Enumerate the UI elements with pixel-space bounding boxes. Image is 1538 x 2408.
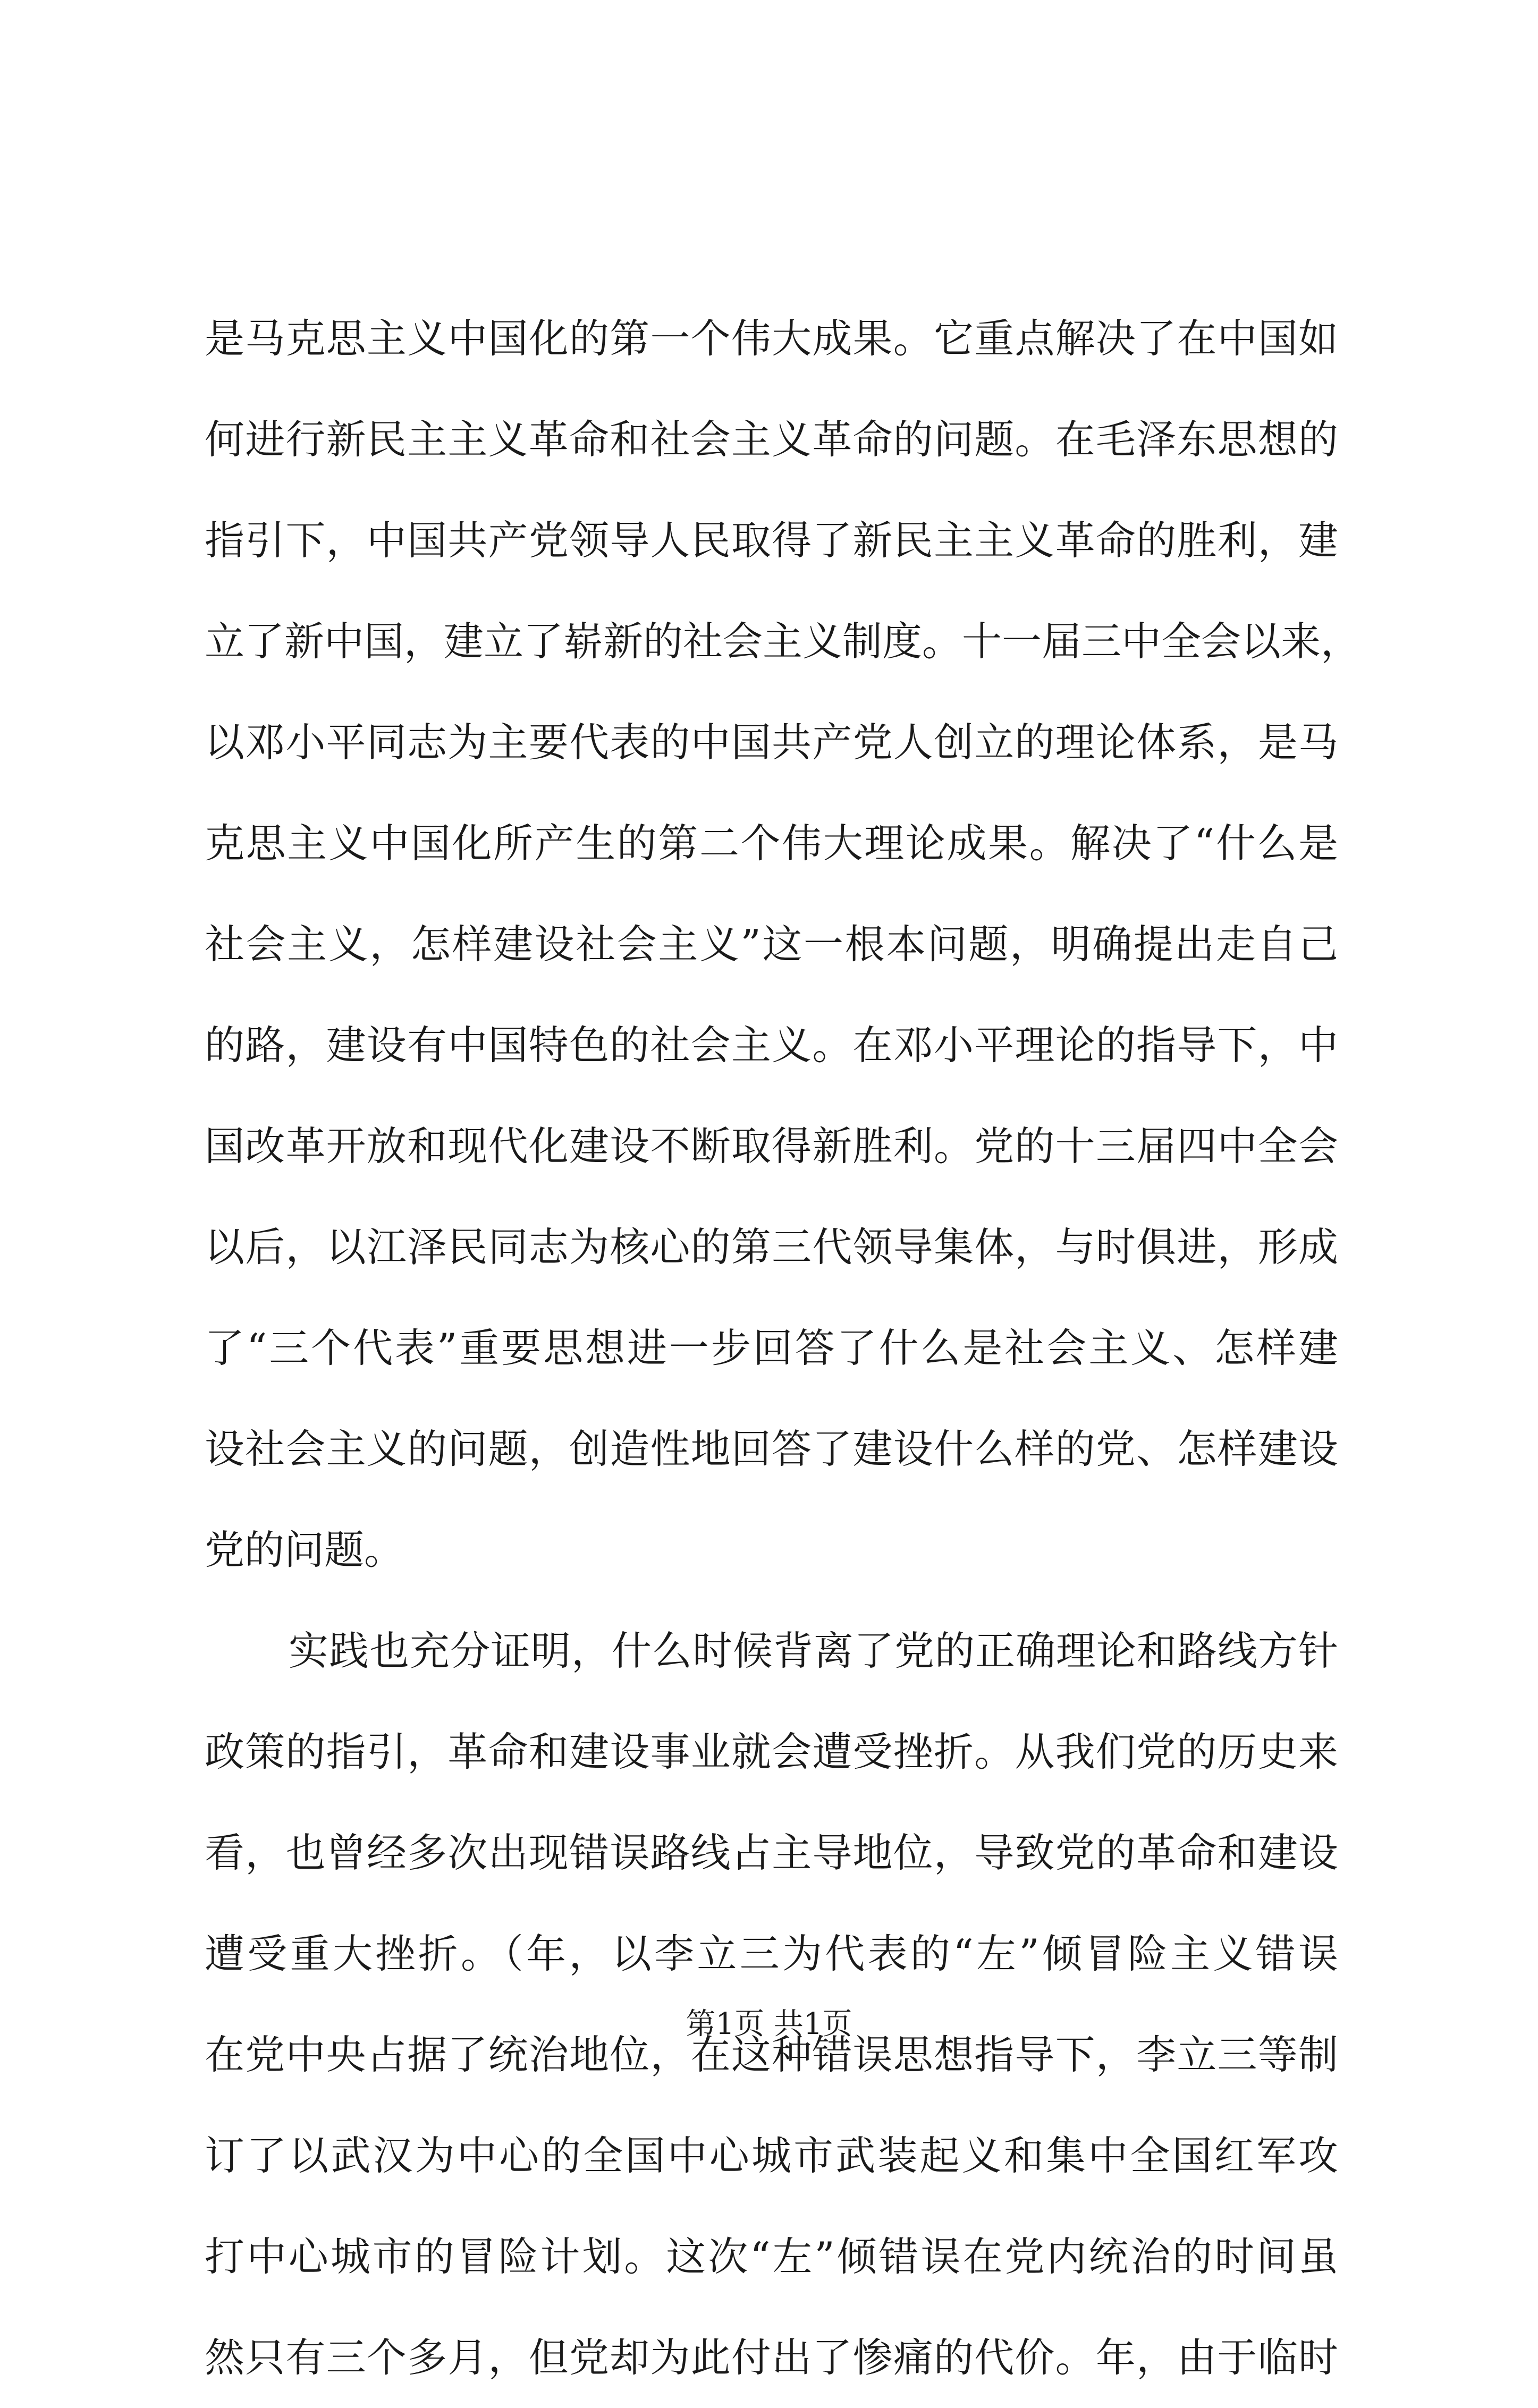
paragraph-1-line-10: 以后，以江泽民同志为核心的第三代领导集体，与时俱进，形成: [205, 1224, 1338, 1270]
paragraph-2-line-2: 政策的指引，革命和建设事业就会遭受挫折。从我们党的历史来: [205, 1728, 1338, 1775]
paragraph-2-line-4: 遭受重大挫折。（年，以李立三为代表的“左”倾冒险主义错误: [205, 1930, 1338, 1977]
paragraph-1-line-5: 以邓小平同志为主要代表的中国共产党人创立的理论体系，是马: [205, 719, 1338, 766]
paragraph-2-line-8: 然只有三个多月，但党却为此付出了惨痛的代价。年，由于临时: [205, 2334, 1338, 2381]
paragraph-1-line-4: 立了新中国，建立了崭新的社会主义制度。十一届三中全会以来，: [205, 618, 1361, 665]
paragraph-1-line-11: 了“三个代表”重要思想进一步回答了什么是社会主义、怎样建: [205, 1325, 1338, 1371]
paragraph-1-line-13: 党的问题。: [205, 1527, 404, 1573]
paragraph-2-line-6: 订了以武汉为中心的全国中心城市武装起义和集中全国红军攻: [205, 2132, 1338, 2179]
paragraph-2-line-1: 实践也充分证明，什么时候背离了党的正确理论和路线方针: [289, 1627, 1338, 1674]
paragraph-1-line-12: 设社会主义的问题，创造性地回答了建设什么样的党、怎样建设: [205, 1426, 1338, 1472]
paragraph-1-line-6: 克思主义中国化所产生的第二个伟大理论成果。解决了“什么是: [205, 820, 1338, 867]
paragraph-2-line-3: 看，也曾经多次出现错误路线占主导地位，导致党的革命和建设: [205, 1829, 1338, 1876]
paragraph-1-line-7: 社会主义，怎样建设社会主义”这一根本问题，明确提出走自己: [205, 921, 1338, 968]
paragraph-1-line-1: 是马克思主义中国化的第一个伟大成果。它重点解决了在中国如: [205, 315, 1338, 362]
paragraph-2-line-7: 打中心城市的冒险计划。这次“左”倾错误在党内统治的时间虽: [205, 2233, 1338, 2280]
paragraph-1-line-9: 国改革开放和现代化建设不断取得新胜利。党的十三届四中全会: [205, 1123, 1338, 1169]
paragraph-2-line-5: 在党中央占据了统治地位，在这种错误思想指导下，李立三等制: [205, 2031, 1338, 2078]
document-body: [205, 288, 1361, 2408]
paragraph-1-line-8: 的路，建设有中国特色的社会主义。在邓小平理论的指导下，中: [205, 1022, 1338, 1069]
paragraph-1-line-3: 指引下，中国共产党领导人民取得了新民主主义革命的胜利，建: [205, 517, 1338, 564]
page-footer: 第1页 共1页: [686, 2007, 852, 2041]
paragraph-1-line-2: 何进行新民主主义革命和社会主义革命的问题。在毛泽东思想的: [205, 416, 1338, 463]
